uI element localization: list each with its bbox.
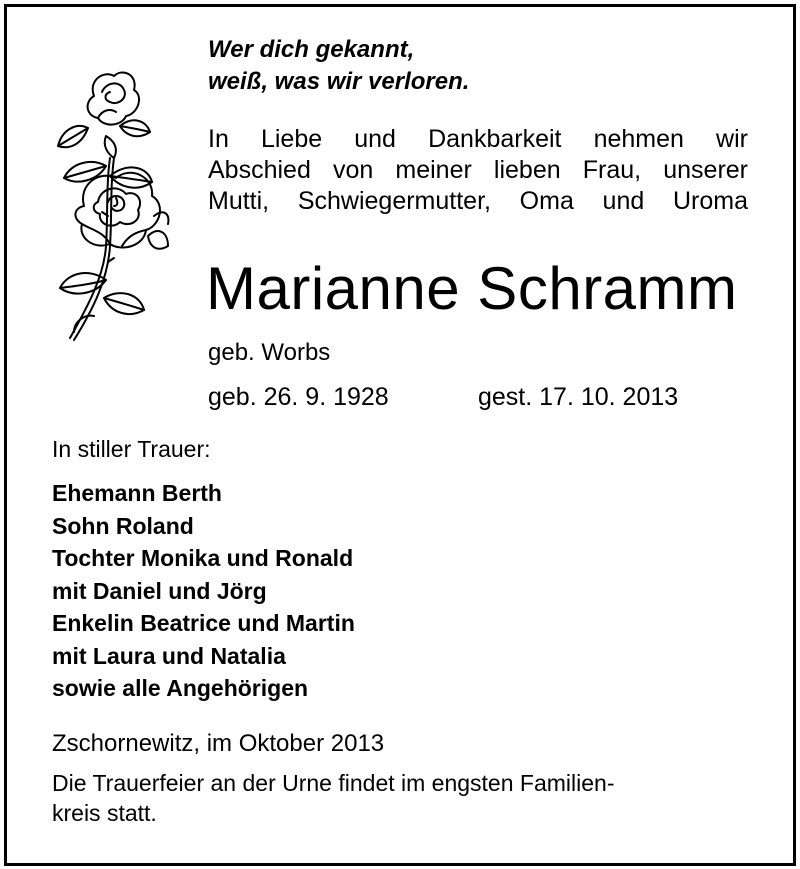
death-date: gest. 17. 10. 2013 bbox=[478, 383, 679, 411]
funeral-note bbox=[52, 768, 614, 828]
family-member: Sohn Roland bbox=[52, 512, 194, 539]
funeral-note-line: kreis statt. bbox=[52, 800, 157, 826]
funeral-note-line: Die Trauerfeier an der Urne findet im engsten Familien- bbox=[52, 770, 615, 796]
family-member: Tochter Monika und Ronald bbox=[52, 545, 354, 571]
motto bbox=[208, 34, 469, 98]
family-member: Enkelin Beatrice und Martin bbox=[52, 610, 355, 636]
motto-line: Wer dich gekannt, bbox=[208, 36, 415, 63]
deceased-name: Marianne Schramm bbox=[206, 255, 738, 322]
rose-icon bbox=[48, 66, 170, 346]
family-member: mit Laura und Natalia bbox=[52, 642, 286, 669]
motto-line: weiß, was wir verloren. bbox=[208, 68, 470, 95]
family-member: mit Daniel und Jörg bbox=[52, 577, 267, 604]
family-member: Ehemann Berth bbox=[52, 480, 222, 506]
maiden-name: geb. Worbs bbox=[208, 339, 331, 366]
family-list bbox=[52, 477, 355, 705]
intro-line: Abschied von meiner lieben Frau, unserer bbox=[208, 156, 748, 184]
place-date: Zschornewitz, im Oktober 2013 bbox=[52, 730, 385, 757]
intro-line: In Liebe und Dankbarkeit nehmen wir bbox=[208, 125, 748, 153]
birth-date: geb. 26. 9. 1928 bbox=[208, 383, 389, 411]
family-member: sowie alle Angehörigen bbox=[52, 675, 309, 701]
intro-text bbox=[208, 124, 748, 217]
intro-line: Mutti, Schwiegermutter, Oma und Uroma bbox=[208, 187, 748, 215]
mourning-label: In stiller Trauer: bbox=[52, 436, 211, 462]
